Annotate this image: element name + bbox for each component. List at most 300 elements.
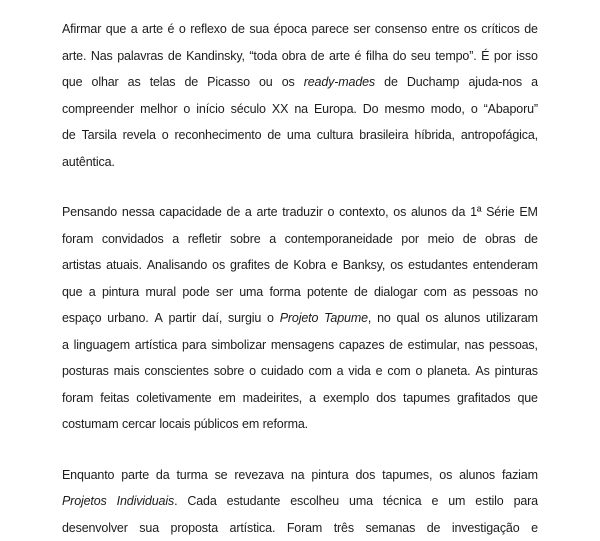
- regular-text: planeta.: [427, 364, 470, 378]
- word: [428, 226, 455, 253]
- word: [74, 332, 130, 359]
- regular-text: tapumes: [403, 391, 450, 405]
- regular-text: que: [106, 22, 126, 36]
- word: [147, 252, 207, 279]
- regular-text: escolheu: [290, 494, 339, 508]
- word: [102, 279, 139, 306]
- regular-text: Série: [486, 205, 514, 219]
- word: [517, 385, 537, 412]
- regular-text: partir: [169, 311, 197, 325]
- word: [257, 199, 278, 226]
- regular-text: grafites: [230, 258, 270, 272]
- word: [89, 279, 96, 306]
- regular-text: de: [227, 205, 241, 219]
- regular-text: XX: [272, 102, 288, 116]
- regular-text: convidados: [102, 232, 164, 246]
- regular-text: entre: [432, 22, 460, 36]
- word: [194, 411, 239, 438]
- word: [62, 279, 82, 306]
- text-line: [62, 305, 538, 332]
- word: [439, 462, 452, 489]
- word: [481, 16, 519, 43]
- word: [291, 462, 305, 489]
- regular-text: de: [384, 75, 398, 89]
- regular-text: Kandinsky,: [186, 49, 245, 63]
- italic-text: Projeto: [280, 311, 319, 325]
- word: [407, 69, 459, 96]
- word: [337, 358, 344, 385]
- text-line: [62, 122, 538, 149]
- regular-text: Enquanto: [62, 468, 114, 482]
- word: [100, 385, 129, 412]
- regular-text: semanas: [366, 521, 416, 535]
- word: [393, 43, 407, 70]
- regular-text: Analisando: [147, 258, 207, 272]
- regular-text: tempo”.: [435, 49, 476, 63]
- regular-text: “toda: [249, 49, 277, 63]
- regular-text: com: [387, 364, 410, 378]
- text-line: [62, 488, 538, 515]
- text-line: [62, 226, 538, 253]
- text-line: [62, 332, 538, 359]
- word: [62, 385, 93, 412]
- word: [349, 488, 373, 515]
- regular-text: locais: [159, 417, 190, 431]
- word: [411, 43, 431, 70]
- word: [196, 96, 224, 123]
- regular-text: Foram: [287, 521, 322, 535]
- regular-text: os: [282, 75, 295, 89]
- regular-text: pessoas: [472, 285, 518, 299]
- regular-text: costumam: [62, 417, 118, 431]
- regular-text: de: [427, 521, 441, 535]
- word: [329, 43, 350, 70]
- regular-text: potente: [307, 285, 348, 299]
- regular-text: na: [294, 102, 308, 116]
- word: [62, 96, 134, 123]
- word: [486, 199, 514, 226]
- regular-text: 1ª: [470, 205, 481, 219]
- regular-text: de: [524, 22, 538, 36]
- word: [328, 199, 335, 226]
- regular-text: arte.: [62, 49, 86, 63]
- regular-text: ajuda-nos: [468, 75, 522, 89]
- regular-text: uma: [287, 128, 311, 142]
- regular-text: de: [524, 232, 538, 246]
- regular-text: artistas: [62, 258, 101, 272]
- regular-text: contemporaneidade: [285, 232, 393, 246]
- regular-text: consenso: [375, 22, 427, 36]
- word: [309, 385, 316, 412]
- regular-text: reflexo: [190, 22, 226, 36]
- regular-text: no: [524, 285, 538, 299]
- regular-text: a: [172, 232, 179, 246]
- regular-text: capacidade: [159, 205, 221, 219]
- word: [375, 16, 427, 43]
- word: [384, 69, 398, 96]
- word: [431, 488, 438, 515]
- word: [82, 122, 117, 149]
- regular-text: o: [415, 364, 422, 378]
- word: [230, 515, 276, 541]
- regular-text: brasileira: [359, 128, 408, 142]
- word: [484, 96, 538, 123]
- word: [531, 69, 538, 96]
- regular-text: mural: [145, 285, 176, 299]
- word: [62, 411, 118, 438]
- text-line: [62, 96, 538, 123]
- regular-text: madeirites,: [243, 391, 302, 405]
- word: [169, 305, 197, 332]
- word: [159, 199, 221, 226]
- text-line: [62, 43, 538, 70]
- regular-text: os: [439, 468, 452, 482]
- word: [117, 488, 178, 515]
- regular-text: mensagens: [271, 338, 334, 352]
- regular-text: melhor: [140, 102, 177, 116]
- word: [452, 199, 466, 226]
- word: [432, 16, 460, 43]
- word: [216, 279, 233, 306]
- regular-text: o: [179, 22, 186, 36]
- regular-text: ser: [353, 22, 370, 36]
- regular-text: os: [212, 258, 225, 272]
- regular-text: alunos: [459, 468, 495, 482]
- regular-text: três: [334, 521, 354, 535]
- regular-text: traduzir: [282, 205, 322, 219]
- regular-text: pessoas,: [489, 338, 538, 352]
- word: [261, 358, 304, 385]
- regular-text: seu: [411, 49, 431, 63]
- regular-text: Europa.: [314, 102, 357, 116]
- text-line: [62, 515, 538, 541]
- regular-text: turma: [176, 468, 207, 482]
- regular-text: a: [309, 391, 316, 405]
- regular-text: início: [196, 102, 224, 116]
- regular-text: espaço: [62, 311, 101, 325]
- word: [415, 358, 422, 385]
- word: [156, 462, 170, 489]
- regular-text: estilo: [475, 494, 503, 508]
- regular-text: obra: [282, 49, 306, 63]
- word: [183, 96, 190, 123]
- regular-text: ,: [368, 311, 371, 325]
- word: [331, 252, 338, 279]
- word: [179, 16, 186, 43]
- regular-text: dos: [355, 468, 375, 482]
- regular-text: por: [401, 232, 419, 246]
- word: [271, 332, 334, 359]
- word: [62, 16, 101, 43]
- word: [150, 69, 176, 96]
- word: [62, 332, 69, 359]
- word: [363, 96, 379, 123]
- word: [159, 411, 190, 438]
- word: [401, 226, 419, 253]
- regular-text: obras: [485, 232, 516, 246]
- word: [494, 43, 512, 70]
- word: [162, 122, 169, 149]
- regular-text: mais: [114, 364, 140, 378]
- regular-text: a: [531, 75, 538, 89]
- word: [259, 69, 273, 96]
- regular-text: de: [267, 128, 281, 142]
- word: [471, 96, 478, 123]
- regular-text: alunos: [444, 311, 480, 325]
- word: [314, 96, 357, 123]
- regular-text: Picasso: [207, 75, 250, 89]
- regular-text: mesmo: [384, 102, 424, 116]
- word: [461, 122, 538, 149]
- regular-text: forma: [269, 285, 300, 299]
- word: [267, 305, 274, 332]
- regular-text: pintura: [102, 285, 139, 299]
- text-line: [62, 69, 538, 96]
- text-line: [62, 411, 538, 438]
- regular-text: tapumes,: [382, 468, 432, 482]
- word: [121, 462, 149, 489]
- word: [282, 43, 306, 70]
- regular-text: se: [215, 468, 228, 482]
- regular-text: século: [231, 102, 266, 116]
- word: [136, 385, 211, 412]
- word: [275, 252, 289, 279]
- regular-text: por: [494, 49, 512, 63]
- word: [383, 488, 422, 515]
- word: [230, 226, 261, 253]
- word: [485, 226, 516, 253]
- regular-text: Afirmar: [62, 22, 101, 36]
- word: [304, 69, 375, 96]
- word: [502, 462, 538, 489]
- word: [242, 411, 259, 438]
- regular-text: reconhecimento: [175, 128, 262, 142]
- word: [339, 199, 388, 226]
- regular-text: estimular,: [408, 338, 460, 352]
- regular-text: e: [376, 364, 383, 378]
- regular-text: contexto,: [339, 205, 388, 219]
- word: [234, 462, 284, 489]
- regular-text: de: [231, 22, 245, 36]
- regular-text: faziam: [502, 468, 538, 482]
- word: [107, 305, 148, 332]
- word: [355, 43, 362, 70]
- word: [62, 305, 101, 332]
- word: [290, 488, 339, 515]
- regular-text: é: [355, 49, 362, 63]
- word: [249, 16, 269, 43]
- regular-text: cercar: [122, 417, 156, 431]
- word: [481, 43, 489, 70]
- regular-text: ser: [216, 285, 233, 299]
- regular-text: estudante: [227, 494, 281, 508]
- word: [425, 305, 438, 332]
- word: [339, 332, 385, 359]
- text-line: [62, 149, 538, 176]
- regular-text: cuidado: [261, 364, 304, 378]
- regular-text: os: [464, 22, 477, 36]
- regular-text: de: [354, 285, 368, 299]
- word: [122, 199, 155, 226]
- word: [516, 43, 538, 70]
- regular-text: o: [249, 364, 256, 378]
- word: [142, 16, 163, 43]
- word: [249, 358, 256, 385]
- regular-text: e: [431, 494, 438, 508]
- regular-text: a: [62, 338, 69, 352]
- word: [239, 279, 263, 306]
- word: [287, 122, 311, 149]
- regular-text: os: [390, 258, 403, 272]
- regular-text: um: [448, 494, 465, 508]
- word: [354, 279, 368, 306]
- word: [403, 385, 450, 412]
- regular-text: isso: [516, 49, 538, 63]
- regular-text: o: [328, 205, 335, 219]
- regular-text: Cada: [187, 494, 216, 508]
- regular-text: sobre: [230, 232, 261, 246]
- word: [377, 305, 391, 332]
- word: [387, 358, 410, 385]
- word: [459, 462, 495, 489]
- regular-text: a: [89, 285, 96, 299]
- word: [519, 199, 537, 226]
- word: [182, 279, 209, 306]
- regular-text: A: [154, 311, 162, 325]
- regular-text: parece: [311, 22, 348, 36]
- regular-text: do: [393, 49, 407, 63]
- regular-text: compreender: [62, 102, 134, 116]
- regular-text: linguagem: [74, 338, 130, 352]
- regular-text: palavras: [117, 49, 163, 63]
- word: [168, 43, 182, 70]
- word: [154, 305, 162, 332]
- regular-text: críticos: [481, 22, 519, 36]
- regular-text: Nas: [91, 49, 113, 63]
- word: [114, 358, 140, 385]
- word: [397, 305, 420, 332]
- regular-text: nessa: [122, 205, 155, 219]
- word: [464, 332, 484, 359]
- word: [374, 279, 417, 306]
- regular-text: para: [514, 494, 538, 508]
- regular-text: no: [377, 311, 391, 325]
- word: [475, 488, 503, 515]
- regular-text: estudantes: [408, 258, 468, 272]
- word: [128, 69, 141, 96]
- word: [317, 122, 353, 149]
- word: [307, 279, 348, 306]
- regular-text: a: [337, 364, 344, 378]
- regular-text: entenderam: [473, 258, 538, 272]
- regular-text: na: [291, 468, 305, 482]
- word: [514, 488, 538, 515]
- regular-text: Tarsila: [82, 128, 117, 142]
- regular-text: conscientes: [144, 364, 208, 378]
- regular-text: Kobra: [293, 258, 326, 272]
- word: [348, 358, 370, 385]
- regular-text: grafitados: [457, 391, 510, 405]
- regular-text: a: [131, 22, 138, 36]
- regular-text: sua: [139, 521, 159, 535]
- word: [62, 515, 128, 541]
- regular-text: de: [463, 232, 477, 246]
- word: [62, 122, 76, 149]
- word: [309, 358, 332, 385]
- regular-text: de: [62, 128, 76, 142]
- regular-text: uma: [349, 494, 373, 508]
- word: [139, 515, 159, 541]
- text-line: [62, 358, 538, 385]
- regular-text: e: [531, 521, 538, 535]
- word: [444, 305, 480, 332]
- regular-text: feitas: [100, 391, 129, 405]
- regular-text: telas: [150, 75, 176, 89]
- word: [384, 96, 424, 123]
- regular-text: arte: [257, 205, 278, 219]
- regular-text: revela: [123, 128, 156, 142]
- regular-text: o: [183, 102, 190, 116]
- regular-text: olhar: [92, 75, 119, 89]
- regular-text: autêntica.: [62, 155, 115, 169]
- word: [452, 515, 520, 541]
- regular-text: que: [62, 75, 82, 89]
- regular-text: exemplo: [323, 391, 369, 405]
- word: [230, 252, 270, 279]
- regular-text: EM: [519, 205, 537, 219]
- word: [334, 515, 354, 541]
- word: [524, 279, 538, 306]
- word: [475, 358, 489, 385]
- word: [186, 43, 245, 70]
- regular-text: os: [425, 311, 438, 325]
- word: [427, 515, 441, 541]
- word: [285, 226, 393, 253]
- regular-text: vida: [348, 364, 370, 378]
- word: [187, 488, 216, 515]
- word: [227, 488, 281, 515]
- regular-text: Pensando: [62, 205, 117, 219]
- italic-text: Tapume: [324, 311, 368, 325]
- regular-text: de: [168, 49, 182, 63]
- regular-text: foram: [62, 232, 93, 246]
- word: [140, 96, 177, 123]
- regular-text: da: [452, 205, 466, 219]
- word: [171, 515, 218, 541]
- word: [123, 122, 156, 149]
- word: [62, 43, 86, 70]
- word: [212, 252, 225, 279]
- word: [282, 199, 322, 226]
- word: [62, 358, 109, 385]
- regular-text: e: [331, 258, 338, 272]
- regular-text: desenvolver: [62, 521, 128, 535]
- regular-text: a: [245, 205, 252, 219]
- word: [190, 16, 226, 43]
- regular-text: artística: [135, 338, 177, 352]
- word: [453, 279, 466, 306]
- word: [188, 226, 222, 253]
- text-line: [62, 462, 538, 489]
- word: [393, 199, 406, 226]
- paragraph: [62, 462, 538, 541]
- word: [390, 252, 403, 279]
- regular-text: capazes: [339, 338, 385, 352]
- word: [202, 305, 222, 332]
- word: [215, 462, 228, 489]
- word: [117, 43, 163, 70]
- regular-text: filha: [366, 49, 388, 63]
